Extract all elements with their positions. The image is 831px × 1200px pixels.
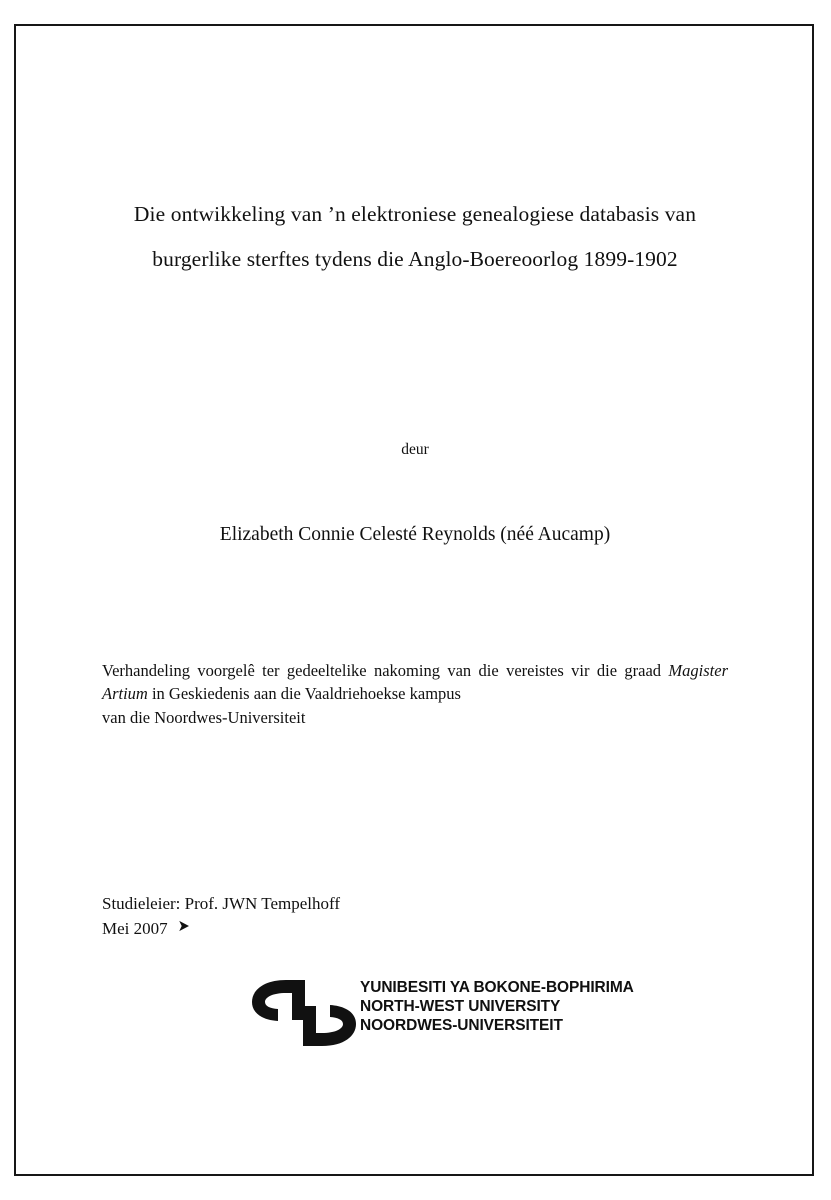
degree-name: Magister Artium <box>102 661 728 704</box>
submission-part-1: Verhandeling voorgelê ter gedeeltelike nakoming van die vereistes vir die graad <box>102 661 669 680</box>
university-logo <box>248 974 668 1054</box>
handwritten-mark-icon: ➤ <box>177 917 190 935</box>
title-line-2: burgerlike sterftes tydens die Anglo-Boereoorlog 1899-1902 <box>152 246 678 271</box>
submission-part-2: in Geskiedenis aan die Vaaldriehoekse kampus <box>147 684 461 704</box>
logo-line-2: NORTH-WEST UNIVERSITY <box>360 998 561 1016</box>
page-content <box>100 24 730 1176</box>
logo-line-3: NOORDWES-UNIVERSITEIT <box>360 1017 563 1035</box>
logo-line-1: YUNIBESITI YA BOKONE-BOPHIRIMA <box>360 979 634 996</box>
thesis-title <box>100 204 730 270</box>
logo-text-block <box>360 978 634 1035</box>
nwu-logo-mark-icon <box>248 976 360 1050</box>
date-text: Mei 2007 <box>102 918 168 938</box>
submission-statement <box>102 659 728 729</box>
title-line-1: Die ontwikkeling van ’n elektroniese genealogiese databasis van <box>133 202 697 226</box>
author-name: Elizabeth Connie Celesté Reynolds (néé Aucamp) <box>219 524 611 545</box>
by-label: deur <box>401 441 429 458</box>
date-line <box>102 917 602 942</box>
supervisor-line: Studieleier: Prof. JWN Tempelhoff <box>102 894 341 913</box>
supervisor-block <box>102 892 602 941</box>
submission-part-3: van die Noordwes-Universiteit <box>102 707 306 727</box>
